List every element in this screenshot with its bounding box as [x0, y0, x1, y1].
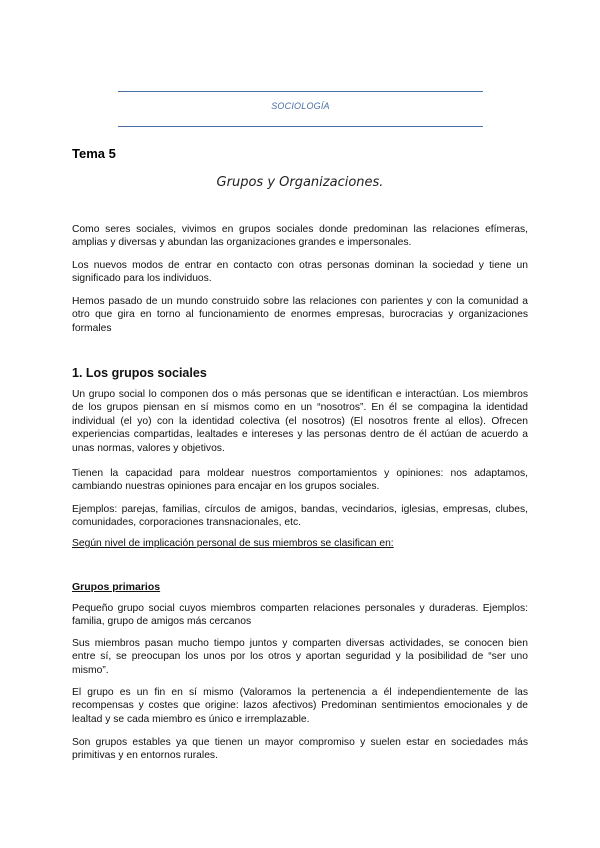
section-paragraph-2: Tienen la capacidad para moldear nuestros comportamientos y opiniones: nos adaptamos, cambiando nuestras opiniones para encajar en los grupos sociales.	[72, 468, 528, 493]
intro-paragraph-1: Como seres sociales, vivimos en grupos sociales donde predominan las relaciones efímeras, amplias y diversas y abundan las organizaciones grandes e impersonales.	[72, 224, 528, 249]
section-paragraph-1: Un grupo social lo componen dos o más personas que se identifican e interactúan. Los miembros de los grupos piensan en sí mismos como en un “nosotros”. En él se compagina la identidad individual (el yo) con la identidad colectiva (el nosotros) (El nosotros frente al ellos). Ofrecen experiencias compartidas, lealtades e intereses y las personas dentro de él actúan de acuerdo a unas normas, valores y objetivos.	[72, 389, 528, 454]
header-subject: SOCIOLOGÍA	[271, 101, 330, 111]
primary-paragraph-4: Son grupos estables ya que tienen un mayor compromiso y suelen estar en sociedades más primitivas y en entornos rurales.	[72, 737, 528, 762]
section-paragraph-3: Ejemplos: parejas, familias, círculos de amigos, bandas, vecindarios, iglesias, empresas, clubes, comunidades, corporaciones transnacionales, etc.	[72, 504, 528, 529]
intro-paragraph-3: Hemos pasado de un mundo construido sobre las relaciones con parientes y con la comunidad a otro que gira en torno al funcionamiento de enormes empresas, burocracias y organizaciones formales	[72, 296, 528, 334]
primary-paragraph-1: Pequeño grupo social cuyos miembros comparten relaciones personales y duraderas. Ejemplos: familia, grupo de amigos más cercanos	[72, 603, 528, 628]
section-heading: 1. Los grupos sociales	[72, 366, 207, 380]
classification-note: Según nivel de implicación personal de sus miembros se clasifican en:	[72, 538, 394, 549]
primary-paragraph-3: El grupo es un fin en sí mismo (Valoramos la pertenencia a él independientemente de las recompensas y costes que origine: lazos afectivos) Predominan sentimientos emocionales y de lealtad y se cada miembro es único e irremplazable.	[72, 687, 528, 725]
header-rule-bottom	[118, 126, 483, 127]
primary-paragraph-2: Sus miembros pasan mucho tiempo juntos y comparten diversas actividades, se conocen bien entre sí, se preocupan los unos por los otros y aportan seguridad y la posibilidad de “ser uno mismo”.	[72, 638, 528, 676]
intro-paragraph-2: Los nuevos modos de entrar en contacto con otras personas dominan la sociedad y tiene un significado para los individuos.	[72, 260, 528, 285]
topic-label: Tema 5	[72, 146, 116, 161]
subsection-heading: Grupos primarios	[72, 581, 161, 593]
header-rule-top	[118, 91, 483, 92]
document-title: Grupos y Organizaciones.	[216, 175, 384, 190]
